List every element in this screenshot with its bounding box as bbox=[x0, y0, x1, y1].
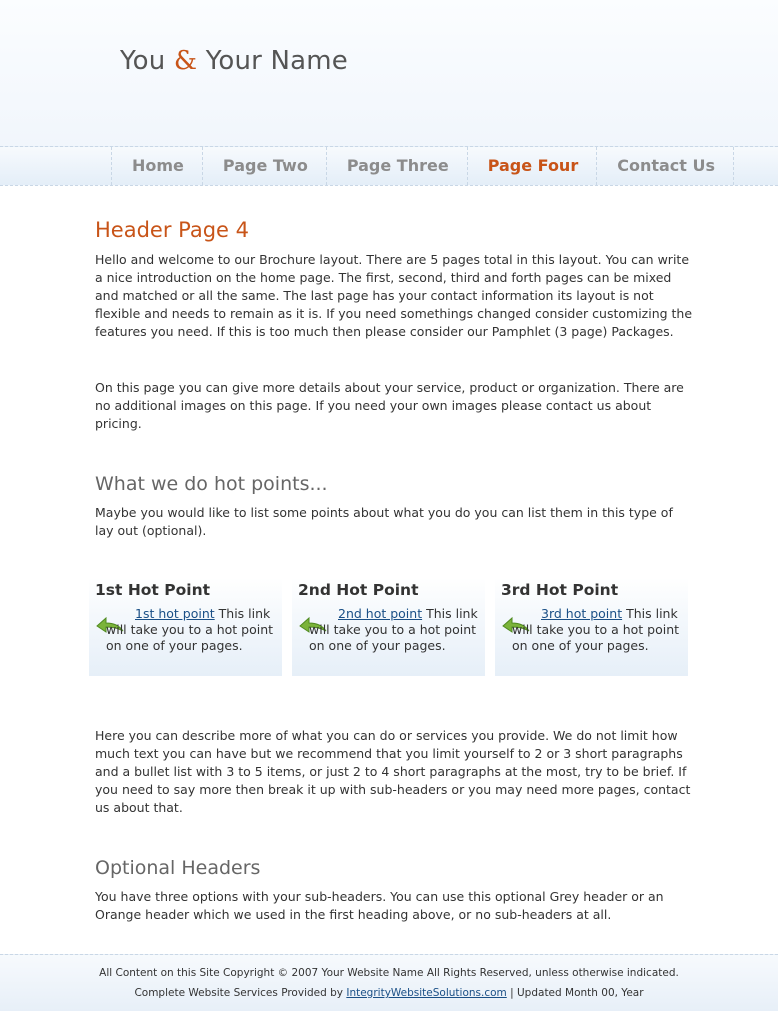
hot-point-title-3: 3rd Hot Point bbox=[501, 581, 619, 599]
footer-services bbox=[0, 987, 778, 999]
intro-paragraph-2: On this page you can give more details about your service, product or organization. There are no additional images on this page. If you need your own images please contact us about pricing. bbox=[95, 380, 684, 431]
footer-updated: | Updated Month 00, Year bbox=[506, 987, 644, 999]
nav-item-contact-us[interactable]: Contact Us bbox=[597, 147, 734, 185]
hot-points-heading: What we do hot points... bbox=[95, 473, 328, 495]
hot-point-desc-2: This link will take you to a hot point on one of your pages. bbox=[309, 606, 478, 653]
hot-point-text-3 bbox=[512, 606, 682, 654]
intro-paragraph-1: Hello and welcome to our Brochure layout. There are 5 pages total in this layout. You can write a nice introduction on the home page. The first, second, third and forth pages can be mixed and matched or all the same. The last page has your contact information its layout is not flexible and needs to remain as it is. If you need somethings changed consider customizing the features you need. If this is too much then please consider our Pamphlet (3 page) Packages. bbox=[95, 252, 693, 339]
hot-point-card-1 bbox=[89, 578, 282, 676]
footer-copyright: All Content on this Site Copyright © 2007 Your Website Name All Rights Reserved, unless otherwise indicated. bbox=[99, 967, 679, 979]
logo-part2: Your Name bbox=[205, 46, 348, 76]
optional-headers-paragraph: You have three options with your sub-headers. You can use this optional Grey header or an Orange header which we used in the first heading above, or no sub-headers at all. bbox=[95, 889, 664, 922]
hot-point-title-2: 2nd Hot Point bbox=[298, 581, 419, 599]
hot-point-desc-1: This link will take you to a hot point on one of your pages. bbox=[106, 606, 274, 653]
logo-part1: You bbox=[120, 46, 166, 76]
hot-point-desc-3: This link will take you to a hot point on one of your pages. bbox=[512, 606, 680, 653]
hot-point-title-1: 1st Hot Point bbox=[95, 581, 211, 599]
nav-item-page-three[interactable]: Page Three bbox=[327, 147, 468, 185]
hot-point-link-1[interactable]: 1st hot point bbox=[135, 606, 215, 621]
nav-bar bbox=[0, 146, 778, 186]
services-paragraph: Here you can describe more of what you can do or services you provide. We do not limit how much text you can have but we recommend that you limit yourself to 2 or 3 short paragraphs and a bullet list with 3 to 5 items, or just 2 to 4 short paragraphs at the most, try to be brief. If you need to say more then break it up with sub-headers or you may need more pages, contact us about that. bbox=[95, 728, 691, 815]
logo-ampersand: & bbox=[173, 46, 198, 76]
hot-point-link-2[interactable]: 2nd hot point bbox=[338, 606, 423, 621]
site-logo[interactable] bbox=[120, 46, 348, 76]
page-title: Header Page 4 bbox=[95, 218, 250, 242]
footer-services-prefix: Complete Website Services Provided by bbox=[134, 987, 347, 999]
hot-points-intro: Maybe you would like to list some points about what you do you can list them in this type of lay out (optional). bbox=[95, 505, 673, 538]
hot-point-text-2 bbox=[309, 606, 479, 654]
main-nav bbox=[111, 147, 734, 185]
nav-item-home[interactable]: Home bbox=[112, 147, 203, 185]
hot-point-card-2 bbox=[292, 578, 485, 676]
hot-point-text-1 bbox=[106, 606, 276, 654]
footer-services-link[interactable]: IntegrityWebsiteSolutions.com bbox=[346, 987, 507, 999]
header-band bbox=[0, 0, 778, 146]
hot-point-card-3 bbox=[495, 578, 688, 676]
nav-item-page-four[interactable]: Page Four bbox=[468, 147, 598, 185]
hot-point-link-3[interactable]: 3rd hot point bbox=[541, 606, 623, 621]
optional-headers-heading: Optional Headers bbox=[95, 857, 261, 879]
nav-item-page-two[interactable]: Page Two bbox=[203, 147, 327, 185]
footer bbox=[0, 954, 778, 1011]
